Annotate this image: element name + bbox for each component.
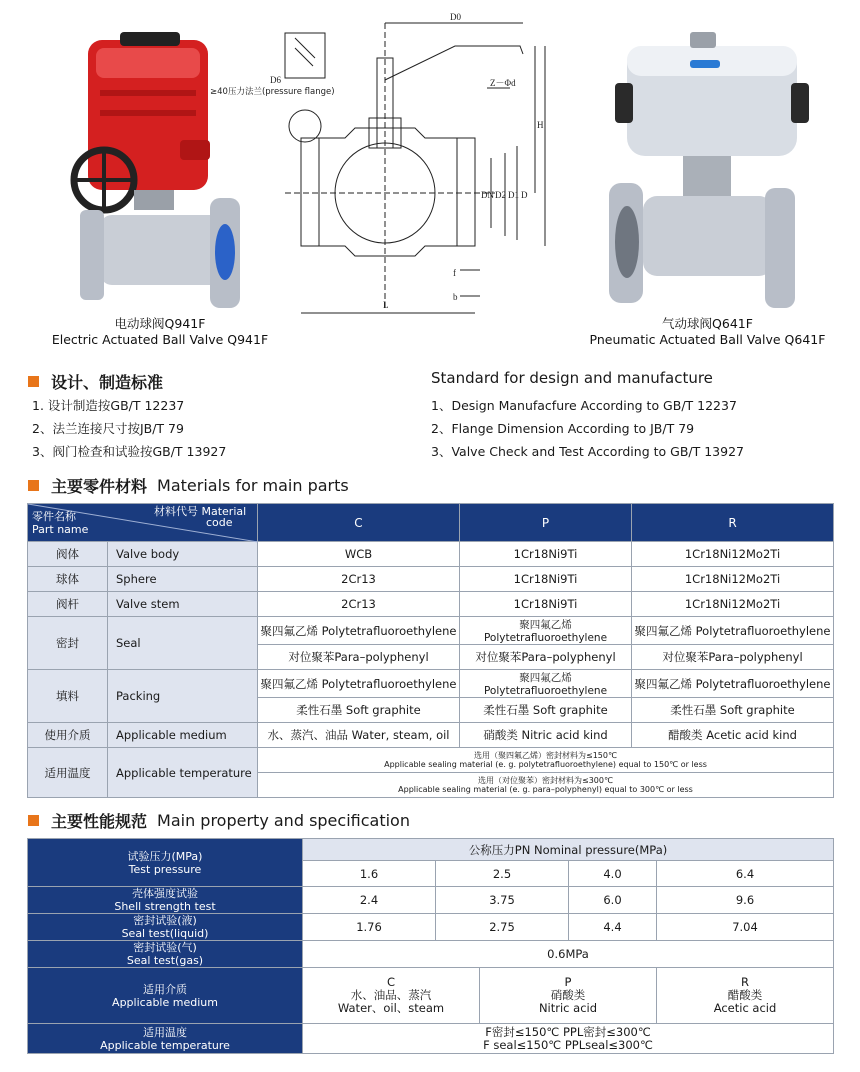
heading-square-icon — [28, 480, 39, 491]
row-cn: 密封 — [28, 617, 108, 670]
std-en-item: 1、Design Manufacfure According to GB/T 12237 — [431, 398, 737, 413]
test-pressure-en: Test pressure — [128, 862, 202, 876]
std-en-item: 3、Valve Check and Test According to GB/T 13927 — [431, 444, 744, 459]
row-cn: 阀体 — [28, 542, 108, 567]
std-en-item: 2、Flange Dimension According to JB/T 79 — [431, 421, 695, 436]
electric-valve-image — [70, 20, 250, 315]
cell-r: 醋酸类 Acetic acid kind — [632, 723, 834, 748]
medium-r-code: R — [741, 975, 749, 989]
shell-label — [28, 887, 303, 914]
label-d0: D0 — [450, 12, 461, 22]
medium-c-cell — [303, 968, 480, 1024]
cell-p: 1Cr18Ni9Ti — [460, 592, 632, 617]
heading-square-icon — [28, 376, 39, 387]
label-flange-note: ≥40压力法兰(pressure flange) — [210, 87, 335, 97]
seal-liquid-cell: 2.75 — [436, 914, 569, 941]
temperature-line2-en: Applicable sealing material (e. g. para–polyphenyl) equal to 300℃ or less — [398, 785, 693, 794]
seal-liquid-label — [28, 914, 303, 941]
table-row — [28, 914, 834, 941]
shell-en: Shell strength test — [114, 900, 216, 913]
seal-liquid-cell: 7.04 — [657, 914, 834, 941]
cell-c: 水、蒸汽、油品 Water, steam, oil — [258, 723, 460, 748]
header-part-cn: 零件名称 — [32, 510, 76, 523]
row-en: Valve stem — [108, 592, 258, 617]
specification-title-cn: 主要性能规范 — [51, 812, 148, 831]
cell-c: 2Cr13 — [258, 592, 460, 617]
cell-c: 柔性石墨 Soft graphite — [258, 698, 460, 723]
cell-c: 对位聚苯Para–polyphenyl — [258, 645, 460, 670]
temperature-label — [28, 1024, 303, 1054]
heading-square-icon — [28, 815, 39, 826]
shell-cell: 9.6 — [657, 887, 834, 914]
label-d6: D6 — [270, 75, 281, 85]
table-row — [28, 1024, 834, 1054]
cell-c: 聚四氟乙烯 Polytetrafluoroethylene — [258, 617, 460, 645]
header-part-en: Part name — [32, 523, 89, 536]
cell-r: 1Cr18Ni12Mo2Ti — [632, 542, 834, 567]
cell-p: 聚四氟乙烯 Polytetrafluoroethylene — [460, 617, 632, 645]
cell-p: 对位聚苯Para–polyphenyl — [460, 645, 632, 670]
temperature-cell-2 — [258, 773, 834, 798]
materials-title-en: Materials for main parts — [157, 476, 349, 495]
medium-r-en: Acetic acid — [713, 1001, 777, 1015]
temperature-cn: 适用温度 — [143, 1025, 187, 1039]
row-cn: 球体 — [28, 567, 108, 592]
cell-c: WCB — [258, 542, 460, 567]
row-en: Valve body — [108, 542, 258, 567]
medium-cn: 适用介质 — [143, 982, 187, 996]
materials-header-part — [28, 504, 258, 542]
materials-table — [27, 503, 834, 798]
cell-p: 聚四氟乙烯 Polytetrafluoroethylene — [460, 670, 632, 698]
temperature-cell — [303, 1024, 834, 1054]
nominal-cell: 2.5 — [436, 861, 569, 887]
specification-heading — [28, 809, 410, 832]
table-row — [28, 542, 834, 567]
pneumatic-title-cn: 气动球阀Q641F — [662, 316, 753, 331]
medium-c-en: Water、oil、steam — [337, 1001, 445, 1015]
medium-p-en: Nitric acid — [538, 1001, 598, 1015]
row-cn: 阀杆 — [28, 592, 108, 617]
std-cn-item: 3、阀门检查和试验按GB/T 13927 — [32, 444, 227, 459]
table-row — [28, 592, 834, 617]
table-row — [28, 567, 834, 592]
header-col-p: P — [460, 504, 632, 542]
table-row — [28, 748, 834, 773]
table-row — [28, 941, 834, 968]
label-f: f — [453, 268, 456, 278]
medium-en: Applicable medium — [112, 995, 218, 1009]
row-cn: 适用温度 — [28, 748, 108, 798]
row-cn: 使用介质 — [28, 723, 108, 748]
nominal-header: 公称压力PN Nominal pressure(MPa) — [303, 839, 834, 861]
design-standard-title-en: Standard for design and manufacture — [431, 369, 713, 387]
technical-drawing — [210, 8, 575, 328]
test-pressure-cn: 试验压力(MPa) — [127, 849, 203, 863]
materials-header-row — [28, 504, 834, 542]
electric-title-cn: 电动球阀Q941F — [114, 316, 206, 331]
seal-liquid-en: Seal test(liquid) — [121, 927, 209, 940]
specification-title-en: Main property and specification — [157, 811, 410, 830]
shell-cell: 3.75 — [436, 887, 569, 914]
temperature-en: Applicable temperature — [100, 1038, 230, 1052]
table-row — [28, 723, 834, 748]
nominal-cell: 6.4 — [657, 861, 834, 887]
medium-p-cn: 硝酸类 — [550, 988, 586, 1002]
seal-gas-label — [28, 941, 303, 968]
seal-gas-en: Seal test(gas) — [126, 954, 204, 967]
header-col-c: C — [258, 504, 460, 542]
seal-liquid-cell: 1.76 — [303, 914, 436, 941]
temperature-line1-cn: 选用（聚四氟乙烯）密封材料为≤150℃ — [474, 751, 617, 760]
seal-gas-cn: 密封试验(气) — [133, 941, 197, 954]
cell-c: 聚四氟乙烯 Polytetrafluoroethylene — [258, 670, 460, 698]
shell-cell: 6.0 — [569, 887, 657, 914]
header-code-cn: 材料代号 — [154, 505, 198, 518]
table-row — [28, 670, 834, 698]
design-standard-list-cn — [32, 394, 226, 463]
nominal-cell: 1.6 — [303, 861, 436, 887]
row-cn: 填料 — [28, 670, 108, 723]
cell-c: 2Cr13 — [258, 567, 460, 592]
cell-r: 对位聚苯Para–polyphenyl — [632, 645, 834, 670]
std-cn-item: 2、法兰连接尺寸按JB/T 79 — [32, 421, 184, 436]
label-d1: D1 — [508, 190, 519, 200]
shell-cn: 壳体强度试验 — [132, 887, 198, 900]
medium-p-code: P — [564, 975, 572, 989]
cell-p: 1Cr18Ni9Ti — [460, 567, 632, 592]
cell-p: 硝酸类 Nitric acid kind — [460, 723, 632, 748]
label-b: b — [453, 292, 458, 302]
temperature-line2-cn: 选用（对位聚苯）密封材料为≤300℃ — [478, 776, 613, 785]
medium-p-cell — [480, 968, 657, 1024]
design-standard-list-en — [431, 394, 744, 463]
design-standard-title-cn: 设计、制造标准 — [51, 373, 164, 392]
medium-c-cn: 水、油品、蒸汽 — [350, 988, 432, 1002]
cell-r: 聚四氟乙烯 Polytetrafluoroethylene — [632, 617, 834, 645]
row-en: Applicable medium — [108, 723, 258, 748]
electric-caption — [40, 316, 280, 348]
nominal-cell: 4.0 — [569, 861, 657, 887]
test-pressure-label — [28, 839, 303, 887]
seal-liquid-cell: 4.4 — [569, 914, 657, 941]
cell-r: 1Cr18Ni12Mo2Ti — [632, 567, 834, 592]
pneumatic-title-en: Pneumatic Actuated Ball Valve Q641F — [589, 332, 826, 347]
label-d: D — [521, 190, 528, 200]
label-zphid: Z－Φd — [490, 78, 516, 88]
temperature-line1: F密封≤150℃ PPL密封≤300℃ — [485, 1024, 651, 1039]
temperature-line2: F seal≤150℃ PPLseal≤300℃ — [483, 1037, 653, 1052]
materials-title-cn: 主要零件材料 — [51, 477, 148, 496]
label-h: H — [537, 120, 544, 130]
electric-title-en: Electric Actuated Ball Valve Q941F — [51, 332, 269, 347]
table-row — [28, 617, 834, 645]
row-en: Applicable temperature — [108, 748, 258, 798]
cell-r: 1Cr18Ni12Mo2Ti — [632, 592, 834, 617]
cell-r: 柔性石墨 Soft graphite — [632, 698, 834, 723]
table-row — [28, 968, 834, 1024]
medium-label — [28, 968, 303, 1024]
table-row — [28, 839, 834, 861]
shell-cell: 2.4 — [303, 887, 436, 914]
label-d2: D2 — [495, 190, 506, 200]
pneumatic-valve-image — [605, 28, 805, 313]
materials-heading — [28, 474, 349, 497]
temperature-cell-1 — [258, 748, 834, 773]
label-l: L — [383, 300, 389, 310]
header-code-en-1: Material — [201, 505, 247, 518]
medium-c-code: C — [386, 975, 396, 989]
header-col-r: R — [632, 504, 834, 542]
design-standard-heading — [28, 370, 163, 393]
row-en: Packing — [108, 670, 258, 723]
std-cn-item: 1. 设计制造按GB/T 12237 — [32, 398, 185, 413]
cell-r: 聚四氟乙烯 Polytetrafluoroethylene — [632, 670, 834, 698]
header-code-en-2: code — [206, 516, 233, 529]
medium-r-cn: 醋酸类 — [727, 988, 763, 1002]
table-row — [28, 887, 834, 914]
seal-liquid-cn: 密封试验(液) — [133, 914, 197, 927]
specification-table — [27, 838, 834, 1054]
cell-p: 柔性石墨 Soft graphite — [460, 698, 632, 723]
label-dn: DN — [481, 190, 494, 200]
row-en: Sphere — [108, 567, 258, 592]
medium-r-cell — [657, 968, 834, 1024]
row-en: Seal — [108, 617, 258, 670]
pneumatic-caption — [580, 316, 835, 348]
cell-p: 1Cr18Ni9Ti — [460, 542, 632, 567]
temperature-line1-en: Applicable sealing material (e. g. polytetrafluoroethylene) equal to 150℃ or less — [384, 760, 707, 769]
seal-gas-cell: 0.6MPa — [303, 941, 834, 968]
